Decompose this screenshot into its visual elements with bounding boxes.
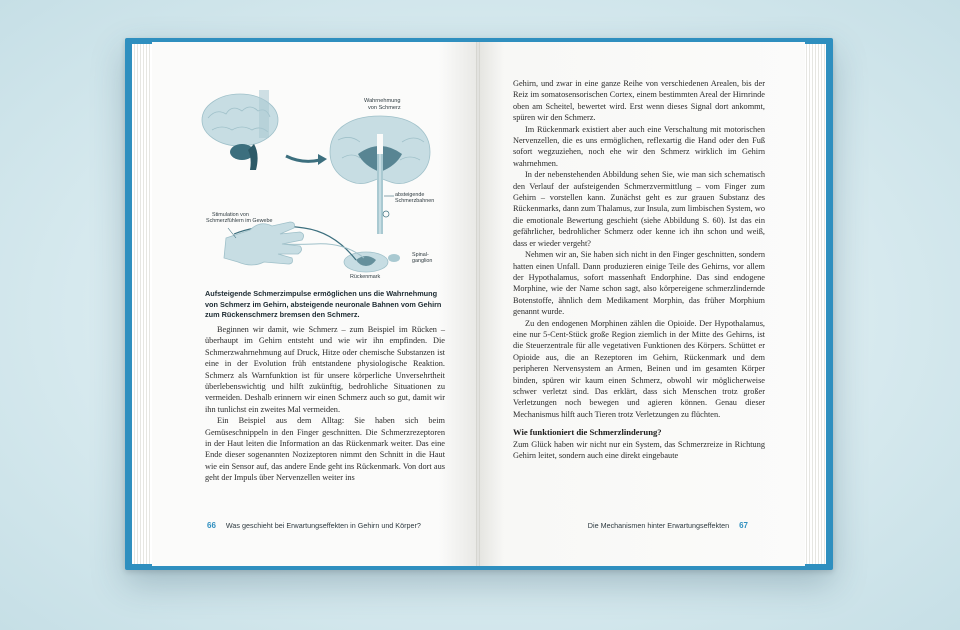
label-perception-2: von Schmerz <box>368 105 401 111</box>
running-title-left: Was geschieht bei Erwartungseffekten in Gehirn und Körper? <box>225 521 421 530</box>
arrow-icon <box>286 156 320 161</box>
label-stimulation-2: Schmerzfühlern im Gewebe <box>206 218 273 224</box>
label-descending-2: Schmerzbahnen <box>395 198 435 204</box>
paragraph: In der nebenstehenden Abbildung sehen Sie, wie man sich schematisch den Verlauf der aufsteigenden Schmerzvermittlung – vom Finger zum Gehirn – vorstellen kann. Zunächst geht es zur grauen Substanz des Rückenmarks, dann zum Thalamus, zur Insula, zum limbischen System, wo die emotionale Bewertung geschieht (siehe Abbildung S. 60). Ist das ein gefährlicher, bedrohlicher Schmerz oder kenne ich ihn schon und weiß, dass er wieder vergeht? <box>513 170 765 248</box>
section-heading: Wie funktioniert die Schmerzlinderung? <box>513 427 662 438</box>
paragraph: Zum Glück haben wir nicht nur ein System, das Schmerzreize in Richtung Gehirn leitet, sondern auch eine direkt eingebaute <box>513 439 765 460</box>
label-descending-1: absteigende <box>395 192 425 198</box>
right-page-body <box>513 78 765 461</box>
label-spinal-ganglion-2: ganglion <box>412 258 433 264</box>
page-number-left: 66 <box>207 521 216 530</box>
label-perception-1: Wahrnehmung <box>364 98 401 104</box>
brain-coronal-icon <box>330 116 430 234</box>
paragraph: Nehmen wir an, Sie haben sich nicht in den Finger geschnitten, sondern hatten einen Unfall. Dann produzieren einige Teile des Gehirns, vor allem der Hypothalamus, sofort massenhaft Endorphine. Das sind endogene Morphine, wie der Name schon sagt, also körpereigene schmerzlindernde Botenstoffe, ähnlich dem Medikament Morphin, das früher Morphium genannt wurde. <box>513 250 765 317</box>
right-page-footer <box>588 521 748 530</box>
hand-icon <box>224 222 304 265</box>
page-number-right: 67 <box>739 521 748 530</box>
paragraph: Ein Beispiel aus dem Alltag: Sie haben sich beim Gemüseschnippeln in den Finger geschnitten. Die Schmerzrezeptoren in der Haut leiten die Information an das Rückenmark weiter. Das eine Ende dieser sogenannten Nozizeptoren nimmt den Schnitt in die Haut wie ein Sensor auf, das andere Ende geht ins Rückenmark. Von dort aus geht der Impuls über Nervenzellen weiter ins <box>205 416 445 483</box>
book-gutter <box>476 42 480 566</box>
label-spinal-ganglion-1: Spinal- <box>412 252 429 258</box>
paragraph: Zu den endogenen Morphinen zählen die Opioide. Der Hypothalamus, eine nur 5-Cent-Stück große Region ziemlich in der Mitte des Gehirns, ist die Steuerzentrale für alle vegetativen Funktionen des Körpers. Schüttet er Opioide aus, die an Rezeptoren im Gehirn, Rückenmark und dem peripheren Nervensystem an Armen, Beinen und im gesamten Körper binden, spüren wir kaum einen Schmerz, obwohl wir möglicherweise schwer verletzt sind. Das erklärt, dass sich Menschen trotz großer Verletzungen noch bewegen und agieren können. Genau dieser Mechanismus hilft auch Tieren trotz Verletzungen zu flüchten. <box>513 318 765 419</box>
left-page-footer <box>207 521 421 530</box>
pain-pathway-illustration <box>198 88 448 278</box>
left-page-body <box>205 324 445 484</box>
brain-side-icon <box>202 90 278 170</box>
figure-caption: Aufsteigende Schmerzimpulse ermöglichen uns die Wahrnehmung von Schmerz im Gehirn, absteigende neuronale Bahnen vom Gehirn zum Rückenschmerz bremsen den Schmerz. <box>205 289 442 320</box>
paragraph: Gehirn, und zwar in eine ganze Reihe von verschiedenen Arealen, bis der Reiz im somatosensorischen Cortex, einem bestimmten Areal der Hirnrinde oben am Scheitel, bewertet wird. Erst wenn dieses Signal dort ankommt, spüren wir den Schmerz. <box>513 79 765 123</box>
label-spinal-cord: Rückenmark <box>350 274 381 278</box>
paragraph: Im Rückenmark existiert aber auch eine Verschaltung mit motorischen Nervenzellen, die es uns ermöglichen, reflexartig die Hand oder den Fuß sofort wegzuziehen, noch ehe wir den Schmerz wirklich im Gehirn wahrnehmen. <box>513 124 765 168</box>
label-stimulation-1: Stimulation von <box>212 212 249 218</box>
running-title-right: Die Mechanismen hinter Erwartungseffekten <box>587 521 730 530</box>
paragraph: Beginnen wir damit, wie Schmerz – zum Beispiel im Rücken – überhaupt im Gehirn entsteht und wie wir ihn empfinden. Die Schmerzwahrnehmung auf Druck, Hitze oder chemische Substanzen ist eine in der Evolution früh entstandene physiologische Reaktion. Schmerz als Warnfunktion ist für unsere körperliche Unversehrtheit überlebenswichtig und hilft zukünftig, bedrohliche Situationen zu vermeiden. Deshalb erinnern wir einen Schmerz auch so gut, damit wir ihn tunlichst ein zweites Mal vermeiden. <box>205 325 445 414</box>
